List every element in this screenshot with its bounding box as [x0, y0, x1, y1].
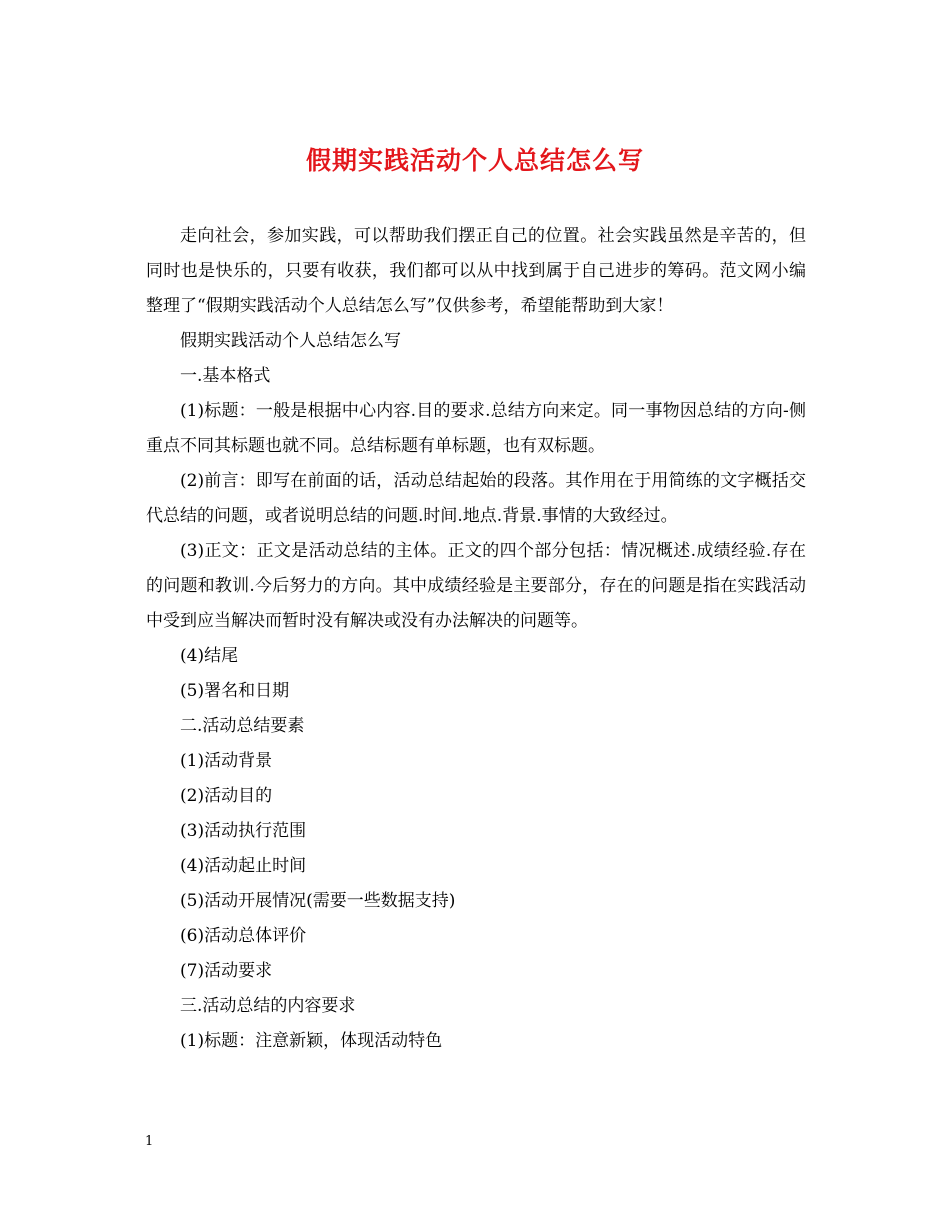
document-title: 假期实践活动个人总结怎么写: [305, 146, 644, 175]
paragraph-subtitle: 假期实践活动个人总结怎么写: [180, 331, 401, 351]
paragraph-intro: 走向社会，参加实践，可以帮助我们摆正自己的位置。社会实践虽然是辛苦的，但同时也是快乐的，只要有收获，我们都可以从中找到属于自己进步的筹码。范文网小编整理了“假期实践活动个人总结怎么写”仅供参考，希望能帮助到大家！: [146, 226, 806, 316]
page-number: 1: [145, 1134, 154, 1149]
list-item-signature-date: (5)署名和日期: [180, 681, 290, 701]
section-heading-content-requirements: 三.活动总结的内容要求: [180, 996, 356, 1016]
list-item-purpose: (2)活动目的: [180, 786, 273, 806]
list-item-title-requirement: (1)标题：注意新颖，体现活动特色: [180, 1031, 443, 1051]
paragraph-main-text-item: (3)正文：正文是活动总结的主体。正文的四个部分包括：情况概述.成绩经验.存在的问题和教训.今后努力的方向。其中成绩经验是主要部分，存在的问题是指在实践活动中受到应当解决而暂时没有解决或没有办法解决的问题等。: [146, 541, 806, 631]
section-heading-elements: 二.活动总结要素: [180, 716, 305, 736]
list-item-ending: (4)结尾: [180, 646, 239, 666]
list-item-progress: (5)活动开展情况(需要一些数据支持): [180, 891, 456, 911]
paragraph-preface-item: (2)前言：即写在前面的话，活动总结起始的段落。其作用在于用简练的文字概括交代总结的问题，或者说明总结的问题.时间.地点.背景.事情的大致经过。: [146, 471, 806, 526]
section-heading-basic-format: 一.基本格式: [180, 366, 271, 386]
list-item-period: (4)活动起止时间: [180, 856, 307, 876]
list-item-scope: (3)活动执行范围: [180, 821, 307, 841]
document-body: [146, 219, 806, 1059]
list-item-evaluation: (6)活动总体评价: [180, 926, 307, 946]
paragraph-title-item: (1)标题：一般是根据中心内容.目的要求.总结方向来定。同一事物因总结的方向-侧重点不同其标题也就不同。总结标题有单标题，也有双标题。: [146, 401, 806, 456]
list-item-requirements: (7)活动要求: [180, 961, 273, 981]
list-item-background: (1)活动背景: [180, 751, 273, 771]
